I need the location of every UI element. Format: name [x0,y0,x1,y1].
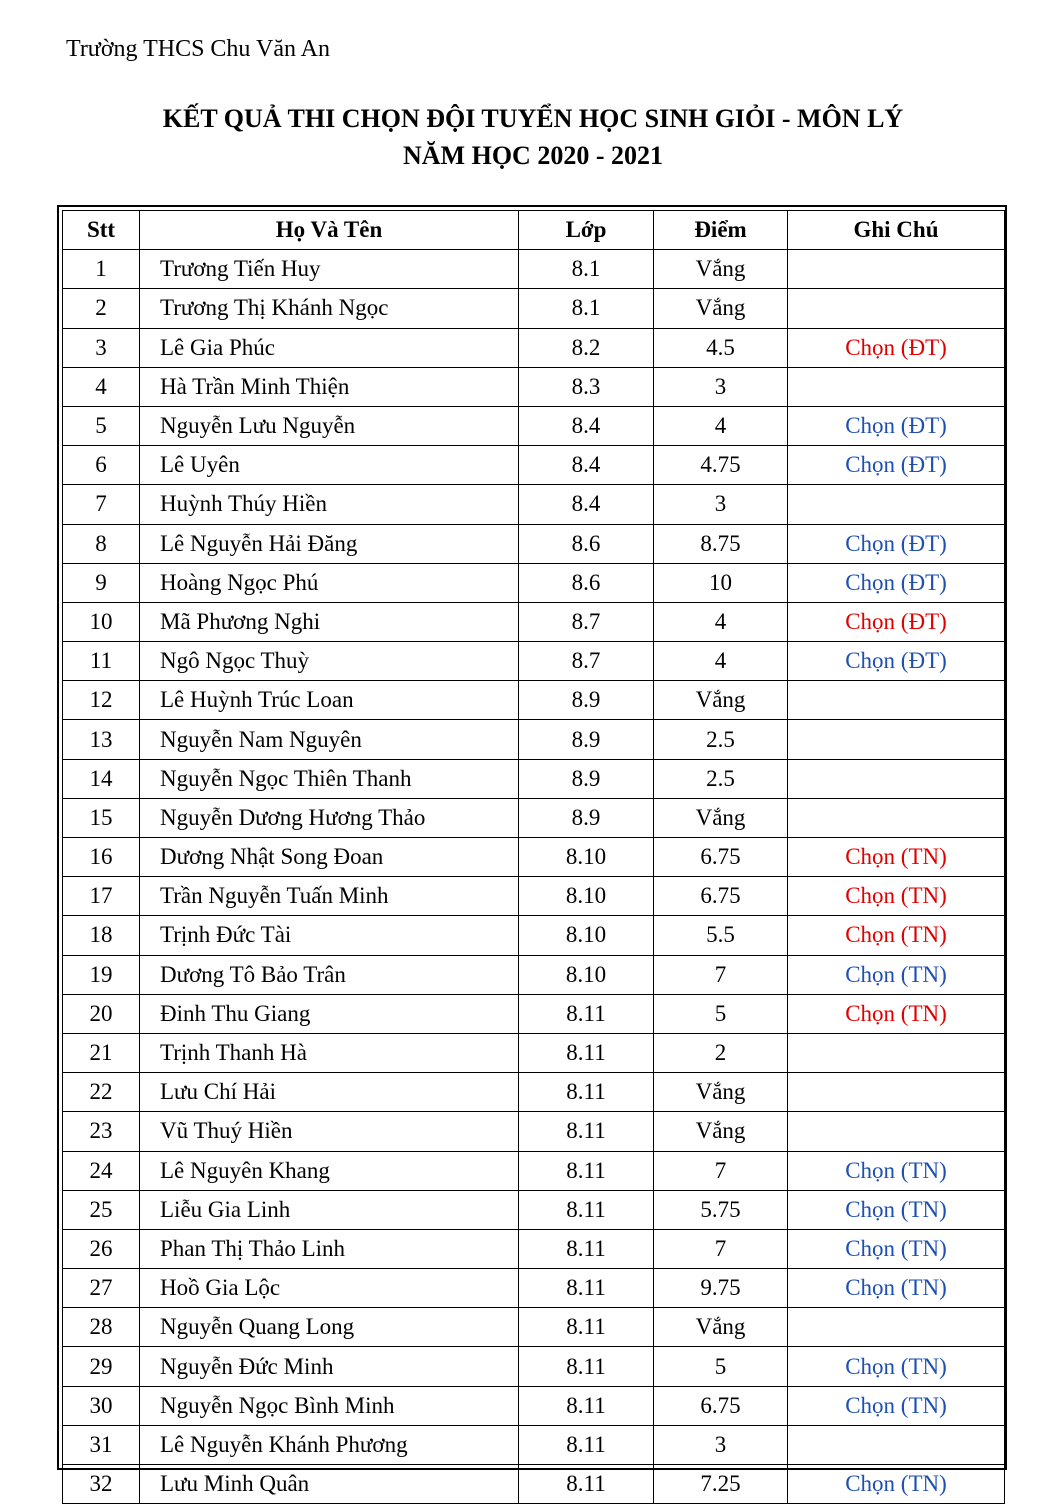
cell-stt: 7 [63,485,140,524]
cell-stt: 11 [63,642,140,681]
table-row [63,759,1005,798]
header-stt: Stt [63,211,140,250]
cell-name: Trần Nguyễn Tuấn Minh [140,877,519,916]
cell-stt: 15 [63,798,140,837]
table-row [63,994,1005,1033]
cell-score: 3 [654,1425,788,1464]
cell-name: Liễu Gia Linh [140,1190,519,1229]
cell-stt: 17 [63,877,140,916]
cell-class: 8.11 [519,1425,654,1464]
header-score: Điểm [654,211,788,250]
cell-class: 8.9 [519,798,654,837]
cell-score: Vắng [654,1073,788,1112]
cell-note [788,681,1005,720]
cell-note: Chọn (ĐT) [788,446,1005,485]
cell-stt: 18 [63,916,140,955]
cell-class: 8.11 [519,1269,654,1308]
cell-class: 8.11 [519,1465,654,1504]
cell-class: 8.10 [519,838,654,877]
cell-name: Lưu Chí Hải [140,1073,519,1112]
header-note: Ghi Chú [788,211,1005,250]
cell-score: Vắng [654,1112,788,1151]
cell-stt: 16 [63,838,140,877]
cell-name: Lê Huỳnh Trúc Loan [140,681,519,720]
cell-name: Vũ Thuý Hiền [140,1112,519,1151]
cell-score: 5 [654,994,788,1033]
cell-stt: 28 [63,1308,140,1347]
cell-class: 8.6 [519,524,654,563]
cell-note: Chọn (TN) [788,1465,1005,1504]
cell-class: 8.11 [519,1347,654,1386]
cell-name: Hoồ Gia Lộc [140,1269,519,1308]
table-row [63,955,1005,994]
cell-note [788,759,1005,798]
table-row [63,289,1005,328]
cell-name: Lê Nguyễn Hải Đăng [140,524,519,563]
cell-class: 8.7 [519,602,654,641]
cell-score: 3 [654,367,788,406]
cell-note: Chọn (TN) [788,877,1005,916]
cell-name: Trịnh Thanh Hà [140,1033,519,1072]
cell-class: 8.3 [519,367,654,406]
cell-class: 8.1 [519,289,654,328]
cell-note [788,250,1005,289]
cell-name: Ngô Ngọc Thuỳ [140,642,519,681]
cell-stt: 20 [63,994,140,1033]
cell-note: Chọn (TN) [788,1229,1005,1268]
cell-class: 8.9 [519,759,654,798]
cell-stt: 6 [63,446,140,485]
cell-class: 8.11 [519,1033,654,1072]
cell-stt: 4 [63,367,140,406]
school-year: NĂM HỌC 2020 - 2021 [403,141,663,170]
cell-stt: 23 [63,1112,140,1151]
cell-name: Lê Nguyên Khang [140,1151,519,1190]
cell-name: Dương Tô Bảo Trân [140,955,519,994]
cell-class: 8.6 [519,563,654,602]
table-row [63,916,1005,955]
cell-score: Vắng [654,1308,788,1347]
table-row [63,367,1005,406]
table-row [63,838,1005,877]
cell-stt: 25 [63,1190,140,1229]
cell-stt: 1 [63,250,140,289]
cell-note [788,720,1005,759]
cell-stt: 32 [63,1465,140,1504]
cell-name: Trương Thị Khánh Ngọc [140,289,519,328]
cell-note [788,1033,1005,1072]
table-row [63,446,1005,485]
cell-name: Nguyễn Ngọc Bình Minh [140,1386,519,1425]
table-row [63,681,1005,720]
cell-note: Chọn (TN) [788,1386,1005,1425]
cell-note: Chọn (ĐT) [788,642,1005,681]
cell-score: Vắng [654,250,788,289]
cell-score: 7 [654,955,788,994]
table-row [63,485,1005,524]
cell-note: Chọn (ĐT) [788,563,1005,602]
cell-note [788,367,1005,406]
cell-stt: 5 [63,406,140,445]
cell-note: Chọn (TN) [788,994,1005,1033]
table-row [63,524,1005,563]
cell-score: 3 [654,485,788,524]
cell-name: Dương Nhật Song Đoan [140,838,519,877]
table-row [63,642,1005,681]
cell-score: 8.75 [654,524,788,563]
table-row [63,250,1005,289]
cell-score: 4.75 [654,446,788,485]
cell-class: 8.4 [519,446,654,485]
cell-class: 8.11 [519,1073,654,1112]
cell-score: Vắng [654,289,788,328]
cell-stt: 31 [63,1425,140,1464]
cell-class: 8.9 [519,681,654,720]
cell-class: 8.10 [519,916,654,955]
school-name: Trường THCS Chu Văn An [66,36,330,62]
table-row [63,1190,1005,1229]
cell-class: 8.1 [519,250,654,289]
cell-score: 7 [654,1229,788,1268]
cell-name: Lê Gia Phúc [140,328,519,367]
cell-score: 4.5 [654,328,788,367]
cell-name: Nguyễn Lưu Nguyễn [140,406,519,445]
cell-name: Mã Phương Nghi [140,602,519,641]
cell-note [788,1425,1005,1464]
table-row [63,1386,1005,1425]
cell-class: 8.9 [519,720,654,759]
cell-stt: 10 [63,602,140,641]
cell-name: Trịnh Đức Tài [140,916,519,955]
cell-note: Chọn (TN) [788,1151,1005,1190]
cell-stt: 24 [63,1151,140,1190]
cell-stt: 13 [63,720,140,759]
table-header-row [63,211,1005,250]
page-title: KẾT QUẢ THI CHỌN ĐỘI TUYỂN HỌC SINH GIỎI - MÔN LÝ [162,104,904,133]
results-table-frame [57,205,1007,1497]
cell-name: Hoàng Ngọc Phú [140,563,519,602]
cell-class: 8.4 [519,485,654,524]
cell-name: Lê Uyên [140,446,519,485]
cell-note: Chọn (ĐT) [788,602,1005,641]
cell-class: 8.11 [519,1190,654,1229]
cell-score: 2.5 [654,720,788,759]
cell-note [788,1073,1005,1112]
cell-name: Nguyễn Ngọc Thiên Thanh [140,759,519,798]
cell-class: 8.11 [519,1308,654,1347]
cell-note: Chọn (TN) [788,1347,1005,1386]
table-row [63,1269,1005,1308]
cell-note [788,798,1005,837]
header-class: Lớp [519,211,654,250]
cell-note: Chọn (TN) [788,838,1005,877]
cell-name: Lưu Minh Quân [140,1465,519,1504]
cell-note: Chọn (ĐT) [788,524,1005,563]
cell-score: 4 [654,602,788,641]
cell-stt: 21 [63,1033,140,1072]
table-row [63,602,1005,641]
table-row [63,798,1005,837]
cell-name: Hà Trần Minh Thiện [140,367,519,406]
cell-score: 7 [654,1151,788,1190]
cell-class: 8.11 [519,1112,654,1151]
cell-score: 6.75 [654,877,788,916]
cell-class: 8.10 [519,877,654,916]
cell-score: 7.25 [654,1465,788,1504]
cell-class: 8.11 [519,1386,654,1425]
cell-class: 8.4 [519,406,654,445]
table-row [63,1033,1005,1072]
cell-class: 8.2 [519,328,654,367]
cell-class: 8.10 [519,955,654,994]
cell-name: Nguyễn Nam Nguyên [140,720,519,759]
cell-name: Đinh Thu Giang [140,994,519,1033]
cell-name: Nguyễn Quang Long [140,1308,519,1347]
table-row [63,406,1005,445]
cell-score: Vắng [654,681,788,720]
cell-name: Nguyễn Đức Minh [140,1347,519,1386]
cell-note [788,1308,1005,1347]
cell-stt: 3 [63,328,140,367]
cell-score: 6.75 [654,838,788,877]
cell-stt: 22 [63,1073,140,1112]
cell-stt: 12 [63,681,140,720]
cell-note: Chọn (TN) [788,955,1005,994]
cell-score: 4 [654,406,788,445]
table-row [63,877,1005,916]
table-row [63,1308,1005,1347]
table-row [63,1465,1005,1504]
cell-class: 8.11 [519,1151,654,1190]
cell-name: Phan Thị Thảo Linh [140,1229,519,1268]
table-row [63,563,1005,602]
cell-score: 10 [654,563,788,602]
cell-name: Trương Tiến Huy [140,250,519,289]
cell-stt: 8 [63,524,140,563]
table-row [63,1229,1005,1268]
header-name: Họ Và Tên [140,211,519,250]
cell-class: 8.11 [519,1229,654,1268]
cell-score: 2.5 [654,759,788,798]
cell-score: 2 [654,1033,788,1072]
cell-score: 6.75 [654,1386,788,1425]
cell-stt: 9 [63,563,140,602]
cell-name: Nguyễn Dương Hương Thảo [140,798,519,837]
cell-class: 8.7 [519,642,654,681]
cell-stt: 14 [63,759,140,798]
cell-score: 5 [654,1347,788,1386]
cell-name: Lê Nguyễn Khánh Phương [140,1425,519,1464]
cell-note [788,1112,1005,1151]
cell-note: Chọn (TN) [788,1190,1005,1229]
table-row [63,1112,1005,1151]
table-row [63,1347,1005,1386]
cell-stt: 26 [63,1229,140,1268]
cell-note: Chọn (ĐT) [788,328,1005,367]
cell-score: 5.5 [654,916,788,955]
cell-note [788,289,1005,328]
cell-name: Huỳnh Thúy Hiền [140,485,519,524]
cell-note: Chọn (TN) [788,1269,1005,1308]
cell-stt: 27 [63,1269,140,1308]
cell-score: Vắng [654,798,788,837]
table-row [63,1073,1005,1112]
cell-score: 9.75 [654,1269,788,1308]
table-body [63,250,1005,1504]
table-row [63,328,1005,367]
cell-score: 5.75 [654,1190,788,1229]
cell-note: Chọn (ĐT) [788,406,1005,445]
results-table [62,210,1005,1504]
table-row [63,720,1005,759]
cell-stt: 2 [63,289,140,328]
cell-note [788,485,1005,524]
cell-class: 8.11 [519,994,654,1033]
cell-stt: 19 [63,955,140,994]
cell-score: 4 [654,642,788,681]
table-row [63,1425,1005,1464]
cell-stt: 29 [63,1347,140,1386]
cell-note: Chọn (TN) [788,916,1005,955]
table-row [63,1151,1005,1190]
cell-stt: 30 [63,1386,140,1425]
